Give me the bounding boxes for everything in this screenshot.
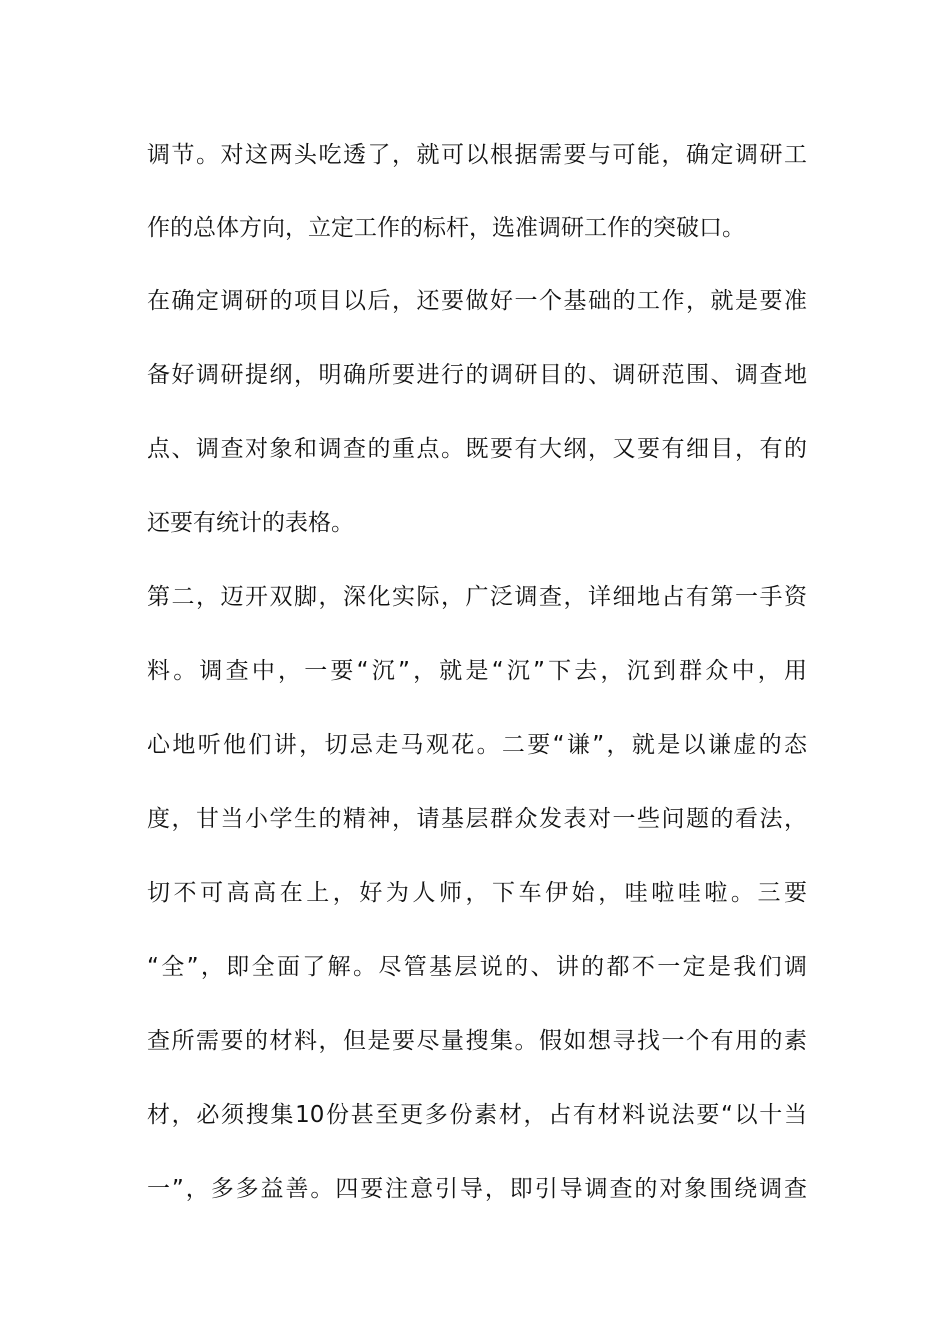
text-line: 切不可高高在上，好为人师，下车伊始，哇啦哇啦。三要: [147, 880, 807, 906]
text-line: 调节。对这两头吃透了，就可以根据需要与可能，确定调研工: [147, 142, 807, 168]
text-line: 料。调查中，一要“沉”，就是“沉”下去，沉到群众中，用: [147, 658, 807, 684]
text-line: 第二，迈开双脚，深化实际，广泛调查，详细地占有第一手资: [147, 584, 807, 610]
text-line: 材，必须搜集10份甚至更多份素材，占有材料说法要“以十当: [147, 1102, 807, 1128]
text-line: 度，甘当小学生的精神，请基层群众发表对一些问题的看法，: [147, 806, 807, 832]
text-line: 一”，多多益善。四要注意引导，即引导调查的对象围绕调查: [147, 1176, 807, 1202]
text-line: 作的总体方向，立定工作的标杆，选准调研工作的突破口。: [147, 215, 745, 241]
text-line: 备好调研提纲，明确所要进行的调研目的、调研范围、调查地: [147, 362, 807, 388]
text-line: 心地听他们讲，切忌走马观花。二要“谦”，就是以谦虚的态: [147, 732, 807, 758]
text-line: “全”，即全面了解。尽管基层说的、讲的都不一定是我们调: [147, 954, 807, 980]
text-line: 点、调查对象和调查的重点。既要有大纲，又要有细目，有的: [147, 436, 807, 462]
text-line: 还要有统计的表格。: [147, 510, 354, 536]
text-line: 查所需要的材料，但是要尽量搜集。假如想寻找一个有用的素: [147, 1028, 807, 1054]
text-line: 在确定调研的项目以后，还要做好一个基础的工作，就是要准: [147, 288, 807, 314]
